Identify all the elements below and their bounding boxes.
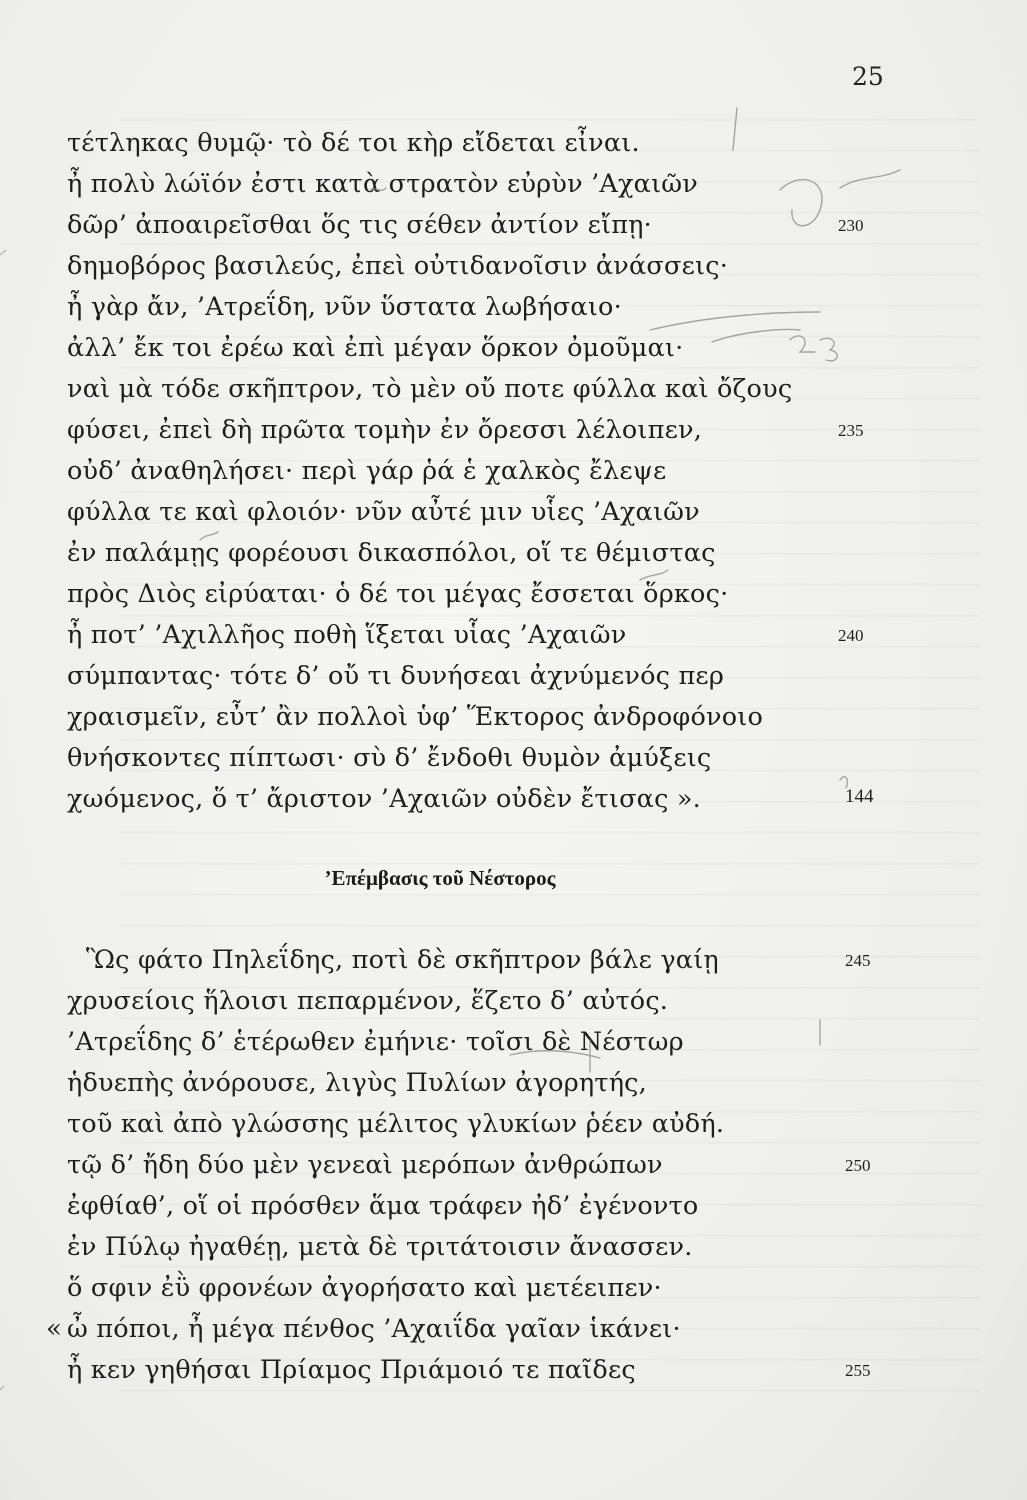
line-number: 245 — [845, 951, 871, 970]
line-number: 144 — [845, 786, 874, 807]
verse-line: τοῦ καὶ ἀπὸ γλώσσης μέλιτος γλυκίων ῥέεν αὐδή. — [67, 1109, 725, 1139]
verse-line: ’Ατρεΐδης δ’ ἑτέρωθεν ἐμήνιε· τοῖσι δὲ Νέστωρ — [67, 1027, 684, 1057]
line-number: 255 — [845, 1361, 871, 1380]
verse-line: χωόμενος, ὅ τ’ ἄριστον ’Αχαιῶν οὐδὲν ἔτισας ». — [67, 784, 701, 814]
verse-line: πρὸς Διὸς εἰρύαται· ὁ δέ τοι μέγας ἔσσεται ὅρκος· — [67, 579, 729, 609]
verse-line: χραισμεῖν, εὖτ’ ἂν πολλοὶ ὑφ’ Ἕκτορος ἀνδροφόνοιο — [67, 702, 764, 732]
verse-line: ὅ σφιν ἐῢ φρονέων ἀγορήσατο καὶ μετέειπεν· — [67, 1273, 662, 1303]
line-number: 230 — [838, 216, 864, 235]
section-heading: ’Επέμβασις τοῦ Νέστορος — [324, 866, 556, 890]
verse-line: ἦ γὰρ ἄν, ’Ατρεΐδη, νῦν ὕστατα λωβήσαιο· — [67, 292, 622, 322]
verse-line: ἦ κεν γηθήσαι Πρίαμος Πριάμοιό τε παῖδες — [67, 1355, 636, 1385]
line-number: 250 — [845, 1156, 871, 1175]
verse-line: ναὶ μὰ τόδε σκῆπτρον, τὸ μὲν οὔ ποτε φύλλα καὶ ὄζους — [67, 374, 793, 404]
verse-line: ὦ πόποι, ἦ μέγα πένθος ’Αχαιΐδα γαῖαν ἱκάνει· — [67, 1314, 681, 1344]
verse-line: φύλλα τε καὶ φλοιόν· νῦν αὖτέ μιν υἷες ’Αχαιῶν — [67, 497, 700, 527]
verse-line: Ὣς φάτο Πηλεΐδης, ποτὶ δὲ σκῆπτρον βάλε γαίῃ — [86, 945, 719, 975]
verse-line: φύσει, ἐπεὶ δὴ πρῶτα τομὴν ἐν ὄρεσσι λέλοιπεν, — [67, 415, 702, 445]
verse-line: ἐν Πύλῳ ἠγαθέῃ, μετὰ δὲ τριτάτοισιν ἄνασσεν. — [67, 1232, 693, 1262]
verse-line: θνήσκοντες πίπτωσι· σὺ δ’ ἔνδοθι θυμὸν ἀμύξεις — [67, 743, 712, 773]
verse-line: δημοβόρος βασιλεύς, ἐπεὶ οὐτιδανοῖσιν ἀνάσσεις· — [67, 251, 729, 281]
verse-line: ἡδυεπὴς ἀνόρουσε, λιγὺς Πυλίων ἀγορητής, — [67, 1068, 647, 1098]
verse-line: ἐφθίαθ’, οἵ οἱ πρόσθεν ἅμα τράφεν ἠδ’ ἐγένοντο — [67, 1191, 699, 1221]
verse-line: ἀλλ’ ἔκ τοι ἐρέω καὶ ἐπὶ μέγαν ὅρκον ὀμοῦμαι· — [67, 333, 684, 363]
verse-line: τέτληκας θυμῷ· τὸ δέ τοι κὴρ εἴδεται εἶναι. — [67, 128, 640, 158]
verse-line: οὐδ’ ἀναθηλήσει· περὶ γάρ ῥά ἑ χαλκὸς ἔλεψε — [67, 456, 667, 486]
verse-line: χρυσείοις ἥλοισι πεπαρμένον, ἕζετο δ’ αὐτός. — [67, 986, 669, 1016]
line-number: 235 — [838, 421, 864, 440]
verse-line: ἦ ποτ’ ’Αχιλλῆος ποθὴ ἵξεται υἷας ’Αχαιῶν — [67, 620, 627, 650]
verse-line: ἐν παλάμῃς φορέουσι δικασπόλοι, οἵ τε θέμιστας — [67, 538, 716, 568]
page-number: 25 — [852, 62, 884, 91]
verse-line: τῷ δ’ ἤδη δύο μὲν γενεαὶ μερόπων ἀνθρώπων — [67, 1150, 663, 1180]
verse-line: σύμπαντας· τότε δ’ οὔ τι δυνήσεαι ἀχνύμενός περ — [67, 661, 725, 691]
verse-line: δῶρ’ ἀποαιρεῖσθαι ὅς τις σέθεν ἀντίον εἴπῃ· — [67, 210, 652, 240]
opening-quote-mark: « — [46, 1314, 62, 1344]
verse-line: ἦ πολὺ λώϊόν ἐστι κατὰ στρατὸν εὐρὺν ’Αχαιῶν — [67, 169, 698, 199]
line-number: 240 — [838, 626, 864, 645]
